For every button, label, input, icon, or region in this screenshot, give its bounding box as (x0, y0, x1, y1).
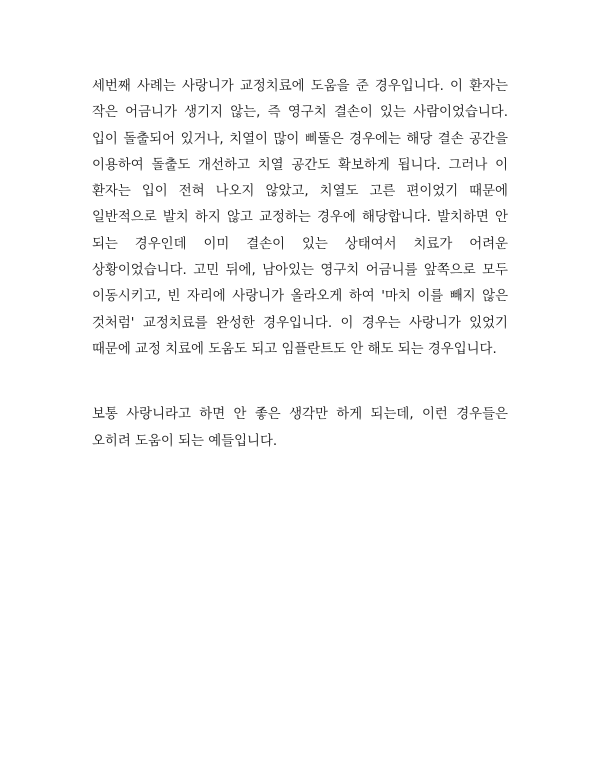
document-body (92, 74, 508, 455)
paragraph-conclusion: 보통 사랑니라고 하면 안 좋은 생각만 하게 되는데, 이런 경우들은 오히려 도움이 되는 예들입니다. (92, 407, 508, 449)
paragraph-spacer (92, 363, 508, 402)
paragraph-case-three: 세번째 사례는 사랑니가 교정치료에 도움을 준 경우입니다. 이 환자는 작은 어금니가 생기지 않는, 즉 영구치 결손이 있는 사람이었습니다. 입이 돌출되어 있거나, 치열이 많이 삐뚤은 경우에는 해당 결손 공간을 이용하여 돌출도 개선하고 치열 공간도 확보하게 됩니다. 그러나 이 환자는 입이 전혀 나오지 않았고, 치열도 고른 편이었기 때문에 일반적으로 발치 하지 않고 교정하는 경우에 해당합니다. 발치하면 안 되는 경우인데 이미 결손이 있는 상태여서 치료가 어려운 상황이었습니다. 고민 뒤에, 남아있는 영구치 어금니를 앞쪽으로 모두 이동시키고, 빈 자리에 사랑니가 올라오게 하여 '마치 이를 빼지 않은 것처럼' 교정치료를 완성한 경우입니다. 이 경우는 사랑니가 있었기 때문에 교정 치료에 도움도 되고 임플란트도 안 해도 되는 경우입니다. (92, 79, 508, 357)
